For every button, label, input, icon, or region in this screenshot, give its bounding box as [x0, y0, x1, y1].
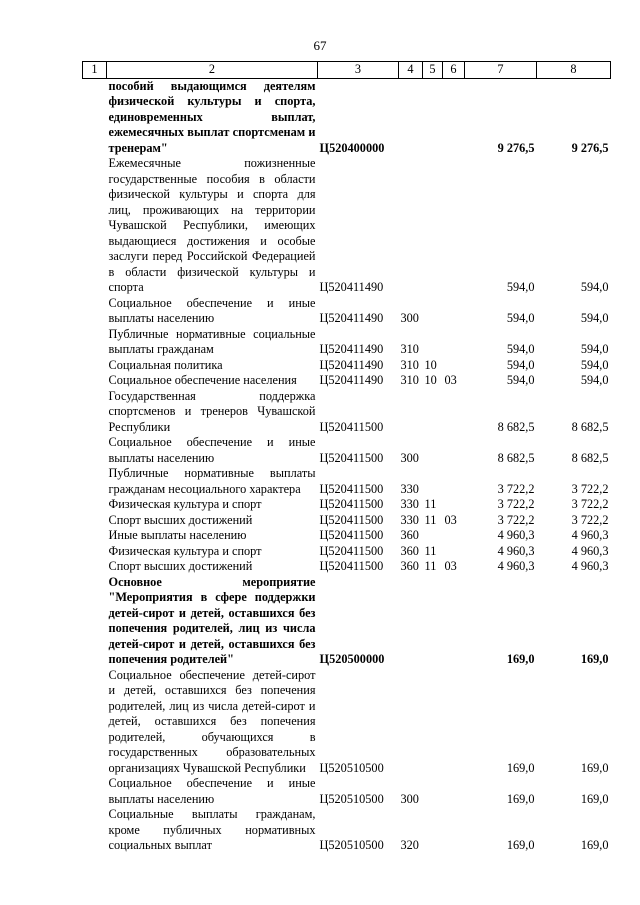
- subsection-code: [443, 389, 465, 436]
- section-code: [423, 156, 443, 296]
- item-name: Иные выплаты населению: [108, 528, 247, 542]
- amount-year-1: 169,0: [506, 838, 535, 852]
- section-code: 11: [424, 543, 437, 558]
- expense-type-code: 300: [400, 311, 419, 325]
- column-header: 6: [443, 62, 465, 79]
- table-row: [83, 776, 611, 807]
- subsection-code: [443, 544, 465, 560]
- row-index-cell: [83, 296, 107, 327]
- row-index-cell: [83, 668, 107, 777]
- table-row: [83, 373, 611, 389]
- item-name: Публичные нормативные социальные выплаты гражданам: [108, 326, 316, 356]
- row-index-cell: [83, 466, 107, 497]
- subsection-code: [443, 497, 465, 513]
- section-code: [423, 78, 443, 156]
- table-row: [83, 435, 611, 466]
- section-code: 10: [424, 373, 437, 387]
- item-name: Социальное обеспечение и иные выплаты населению: [108, 435, 316, 465]
- row-index-cell: [83, 435, 107, 466]
- target-article-code: Ц520411500: [319, 481, 384, 496]
- table-row: [83, 807, 611, 854]
- table-row: [83, 296, 611, 327]
- row-index-cell: [83, 78, 107, 156]
- row-index-cell: [83, 156, 107, 296]
- row-index-cell: [83, 544, 107, 560]
- subsection-code: [443, 156, 465, 296]
- target-article-code: Ц520510500: [319, 838, 384, 852]
- table-row: [83, 78, 611, 156]
- subsection-code: [443, 358, 465, 374]
- table-row: [83, 559, 611, 575]
- row-index-cell: [83, 559, 107, 575]
- column-header: 7: [465, 62, 537, 79]
- section-code: [423, 528, 443, 544]
- subsection-code: [443, 466, 465, 497]
- amount-year-1: 594,0: [506, 280, 535, 294]
- target-article-code: Ц520411490: [319, 357, 384, 372]
- expense-type-code: 330: [400, 497, 419, 511]
- target-article-code: Ц520500000: [319, 652, 385, 666]
- amount-year-2: 594,0: [580, 311, 609, 325]
- target-article-code: Ц520411490: [319, 280, 384, 294]
- amount-year-2: 3 722,2: [571, 497, 609, 511]
- subsection-code: [443, 296, 465, 327]
- expense-type-code: 310: [400, 357, 419, 372]
- amount-year-1: 3 722,2: [497, 497, 535, 511]
- item-name: Физическая культура и спорт: [108, 543, 262, 558]
- column-number-header: [83, 62, 611, 79]
- amount-year-1: 3 722,2: [497, 512, 535, 527]
- expense-type-code: 300: [400, 450, 419, 465]
- amount-year-2: 594,0: [580, 373, 609, 387]
- amount-year-2: 4 960,3: [571, 559, 609, 573]
- amount-year-1: 594,0: [506, 357, 535, 372]
- row-index-cell: [83, 497, 107, 513]
- amount-year-2: 3 722,2: [571, 512, 609, 527]
- amount-year-1: 594,0: [506, 342, 535, 356]
- table-row: [83, 513, 611, 529]
- target-article-code: Ц520411500: [319, 497, 384, 511]
- row-index-cell: [83, 373, 107, 389]
- column-header: 5: [423, 62, 443, 79]
- target-article-code: Ц520510500: [319, 791, 384, 806]
- page-number: 67: [313, 38, 327, 53]
- row-index-cell: [83, 575, 107, 668]
- subsection-code: [443, 668, 465, 777]
- section-code: [423, 435, 443, 466]
- subsection-code: 03: [444, 559, 457, 573]
- section-code: 11: [424, 497, 437, 511]
- target-article-code: Ц520411500: [319, 450, 384, 465]
- expense-type-code: 310: [400, 373, 419, 387]
- amount-year-2: 594,0: [580, 357, 609, 372]
- amount-year-1: 3 722,2: [497, 481, 535, 496]
- expense-type-code: 330: [400, 481, 419, 496]
- amount-year-2: 169,0: [580, 760, 609, 775]
- section-code: [423, 776, 443, 807]
- item-name: Публичные нормативные выплаты гражданам несоциального характера: [108, 466, 316, 496]
- amount-year-2: 169,0: [580, 791, 609, 806]
- item-name: Социальное обеспечение и иные выплаты населению: [108, 776, 316, 806]
- expense-type-code: 360: [400, 559, 419, 573]
- expense-type-code: 310: [400, 342, 419, 356]
- subsection-code: [443, 807, 465, 854]
- amount-year-1: 9 276,5: [497, 140, 535, 155]
- column-header: 4: [399, 62, 423, 79]
- row-index-cell: [83, 807, 107, 854]
- column-header: 8: [537, 62, 611, 79]
- target-article-code: Ц520411500: [319, 528, 384, 542]
- item-name: Спорт высших достижений: [108, 512, 253, 527]
- amount-year-1: 4 960,3: [497, 543, 535, 558]
- subsection-code: [443, 575, 465, 668]
- row-index-cell: [83, 528, 107, 544]
- table-row: [83, 358, 611, 374]
- section-code: [423, 327, 443, 358]
- target-article-code: Ц520411500: [319, 419, 384, 434]
- column-header: 3: [318, 62, 399, 79]
- amount-year-2: 169,0: [580, 838, 609, 852]
- subsection-code: [443, 528, 465, 544]
- amount-year-2: 594,0: [580, 342, 609, 356]
- section-code: 10: [424, 357, 437, 372]
- table-row: [83, 327, 611, 358]
- amount-year-2: 4 960,3: [571, 543, 609, 558]
- item-name: Социальное обеспечение и иные выплаты населению: [108, 295, 316, 325]
- expense-type-code: 320: [400, 838, 419, 852]
- table-row: [83, 544, 611, 560]
- table-row: [83, 389, 611, 436]
- table-row: [83, 466, 611, 497]
- target-article-code: Ц520510500: [319, 760, 384, 775]
- target-article-code: Ц520411490: [319, 342, 384, 356]
- table-row: [83, 156, 611, 296]
- row-index-cell: [83, 327, 107, 358]
- section-code: [423, 466, 443, 497]
- target-article-code: Ц520411490: [319, 373, 384, 387]
- amount-year-2: 8 682,5: [571, 450, 609, 465]
- amount-year-1: 169,0: [506, 760, 535, 775]
- amount-year-2: 9 276,5: [571, 140, 609, 155]
- item-name: Спорт высших достижений: [108, 559, 253, 573]
- expense-type-code: 360: [400, 528, 419, 542]
- target-article-code: Ц520411500: [319, 543, 384, 558]
- subsection-code: [443, 435, 465, 466]
- amount-year-2: 594,0: [580, 280, 609, 294]
- table-body: [83, 78, 611, 854]
- amount-year-2: 169,0: [580, 652, 609, 666]
- subsection-code: 03: [444, 512, 457, 527]
- target-article-code: Ц520411500: [319, 512, 384, 527]
- column-header: 1: [83, 62, 107, 79]
- item-name: Основное мероприятие "Мероприятия в сфере поддержки детей-сирот и детей, оставшихся без попечения родителей, лиц из числа детей-сирот и детей, оставшихся без попечения родителей": [108, 574, 316, 666]
- subsection-code: 03: [444, 373, 457, 387]
- expense-type-code: [399, 389, 423, 436]
- expense-type-code: 360: [400, 543, 419, 558]
- item-name: Физическая культура и спорт: [108, 497, 262, 511]
- table-row: [83, 528, 611, 544]
- section-code: [423, 668, 443, 777]
- budget-table: [82, 61, 611, 854]
- subsection-code: [443, 776, 465, 807]
- item-name: Социальное обеспечение детей-сирот и детей, оставшихся без попечения родителей, лиц из числа детей-сирот и детей, оставшихся без попечения родителей, обучающихся в государственных образовательных организациях Чувашской Республики: [108, 667, 316, 775]
- amount-year-1: 169,0: [506, 791, 535, 806]
- row-index-cell: [83, 513, 107, 529]
- item-name: пособий выдающимся деятелям физической культуры и спорта, единовременных выплат, ежемесячных выплат спортсменам и тренерам": [108, 78, 316, 155]
- row-index-cell: [83, 358, 107, 374]
- amount-year-1: 8 682,5: [497, 450, 535, 465]
- amount-year-2: 8 682,5: [571, 419, 609, 434]
- expense-type-code: [399, 78, 423, 156]
- section-code: [423, 807, 443, 854]
- item-name: Социальные выплаты гражданам, кроме публичных нормативных социальных выплат: [108, 807, 316, 852]
- expense-type-code: [399, 668, 423, 777]
- target-article-code: Ц520400000: [319, 140, 385, 155]
- amount-year-1: 8 682,5: [497, 419, 535, 434]
- item-name: Социальное обеспечение населения: [108, 373, 297, 387]
- item-name: Государственная поддержка спортсменов и тренеров Чувашской Республики: [108, 388, 316, 434]
- subsection-code: [443, 78, 465, 156]
- amount-year-1: 594,0: [506, 373, 535, 387]
- expense-type-code: 300: [400, 791, 419, 806]
- row-index-cell: [83, 776, 107, 807]
- amount-year-1: 594,0: [506, 311, 535, 325]
- table-row: [83, 575, 611, 668]
- item-name: Ежемесячные пожизненные государственные пособия в области физической культуры и спорта для лиц, проживающих на территории Чувашской Республики, имеющих выдающиеся достижения и особые заслуги перед Российской Федерацией в области физической культуры и спорта: [108, 156, 316, 294]
- table-row: [83, 668, 611, 777]
- item-name: Социальная политика: [108, 357, 223, 372]
- column-header: 2: [107, 62, 318, 79]
- row-index-cell: [83, 389, 107, 436]
- expense-type-code: [399, 575, 423, 668]
- amount-year-2: 4 960,3: [571, 528, 609, 542]
- target-article-code: Ц520411490: [319, 311, 384, 325]
- amount-year-2: 3 722,2: [571, 481, 609, 496]
- subsection-code: [443, 327, 465, 358]
- section-code: [423, 575, 443, 668]
- expense-type-code: 330: [400, 512, 419, 527]
- amount-year-1: 4 960,3: [497, 528, 535, 542]
- table-row: [83, 497, 611, 513]
- section-code: [423, 296, 443, 327]
- amount-year-1: 169,0: [506, 652, 535, 666]
- target-article-code: Ц520411500: [319, 559, 384, 573]
- section-code: 11: [424, 559, 437, 573]
- section-code: 11: [424, 512, 437, 527]
- amount-year-1: 4 960,3: [497, 559, 535, 573]
- section-code: [423, 389, 443, 436]
- expense-type-code: [399, 156, 423, 296]
